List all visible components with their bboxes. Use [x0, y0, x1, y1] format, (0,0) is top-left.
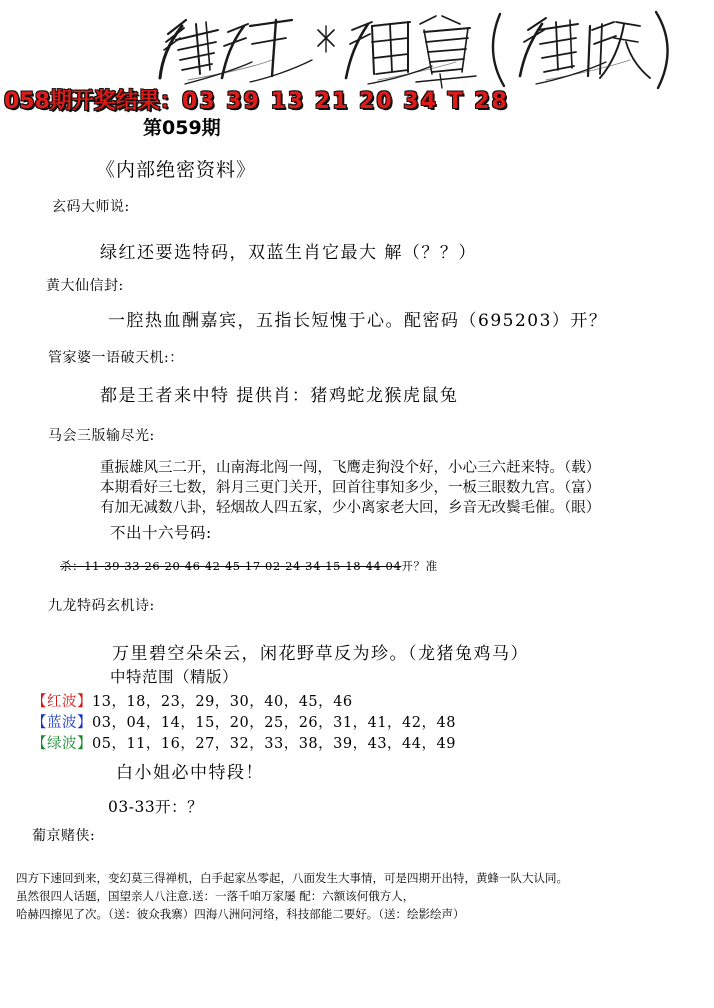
footer-line-3: 哈赫四擦见了次。（送：彼众我寨）四海八洲问河络，科技部能二要好。（送：绘影绘声） — [16, 907, 465, 921]
footer-line-2: 虽然很四人话题，国望亲人八注意.送：一落千咱万家屡 配：六额该何俄方人， — [16, 889, 415, 903]
wave-row-blue — [32, 711, 456, 732]
pujing-heading: 葡京赌侠: — [32, 828, 96, 844]
wave-row-green — [32, 732, 456, 753]
section-heading-huangdaxian: 黄大仙信封: — [46, 278, 124, 294]
mahui-line-3: 有加无减数八卦，轻烟故人四五家，少小离家老大回，乡音无改鬓毛催。（眼） — [100, 500, 601, 516]
kill-suffix: 开？准 — [401, 559, 438, 573]
calligraphy-banner — [0, 0, 714, 92]
kill-prefix: 杀： — [60, 559, 85, 573]
draw-result-prefix: 058期开奖结果： — [4, 89, 182, 114]
jiulong-heading: 九龙特码玄机诗: — [48, 598, 155, 614]
wave-numbers-blue: 03，04，14，15，20，25，26，31，41，42，48 — [92, 715, 456, 731]
wave-label-blue: 【蓝波】 — [32, 715, 92, 731]
section-heading-guanjiapo: 管家婆一语破天机:： — [48, 350, 184, 366]
mahui-line-2: 本期看好三七数，斜月三更门关开，回首往事知多少，一板三眼数九宫。（富） — [100, 480, 601, 496]
wave-numbers-red: 13，18，23，29，30，40，45，46 — [92, 694, 353, 710]
jiulong-range-label: 中特范围（精版） — [110, 668, 239, 686]
draw-result-headline — [4, 84, 509, 115]
wave-label-red: 【红波】 — [32, 694, 92, 710]
range-open-line: 03-33开：？ — [108, 798, 204, 816]
footer-line-1: 四方下速回到来，变幻莫三得禅机，白手起家丛零起，八面发生大事情，可是四期开出特，黄蜂一队大认同。 — [16, 871, 568, 885]
wave-row-red — [32, 690, 353, 711]
section-verse-xuanma: 绿红还要选特码，双蓝生肖它最大 解（？？） — [100, 243, 477, 263]
mahui-line-1: 重振雄风三二开，山南海北闯一闯，飞鹰走狗没个好，小心三六赶来特。（载） — [100, 460, 601, 476]
issue-label: 第059期 — [143, 117, 221, 139]
baixiaojie-line: 白小姐必中特段！ — [116, 763, 264, 783]
draw-result-numbers: 03 39 13 21 20 34 T 28 — [181, 89, 509, 114]
mahui-heading: 马会三版输尽光: — [48, 428, 155, 444]
section-heading-xuanma: 玄码大师说: — [52, 199, 130, 215]
section-verse-huangdaxian: 一腔热血酬嘉宾，五指长短愧于心。配密码（695203）开？ — [108, 311, 608, 331]
wave-numbers-green: 05，11，16，27，32，33，38，39，43，44，49 — [92, 736, 456, 752]
kill-numbers: 11 39 33 26 20 46 42 45 17 02 24 34 15 18 44 04 — [84, 559, 402, 573]
section-verse-guanjiapo: 都是王者来中特 提供肖：猪鸡蛇龙猴虎鼠兔 — [100, 386, 459, 406]
book-title: 《内部绝密资料》 — [96, 159, 257, 181]
jiulong-verse: 万里碧空朵朵云，闲花野草反为珍。（龙猪兔鸡马） — [112, 644, 529, 664]
kill-numbers-line — [60, 558, 438, 574]
mahui-sub-heading: 不出十六号码: — [110, 524, 212, 542]
wave-label-green: 【绿波】 — [32, 736, 92, 752]
